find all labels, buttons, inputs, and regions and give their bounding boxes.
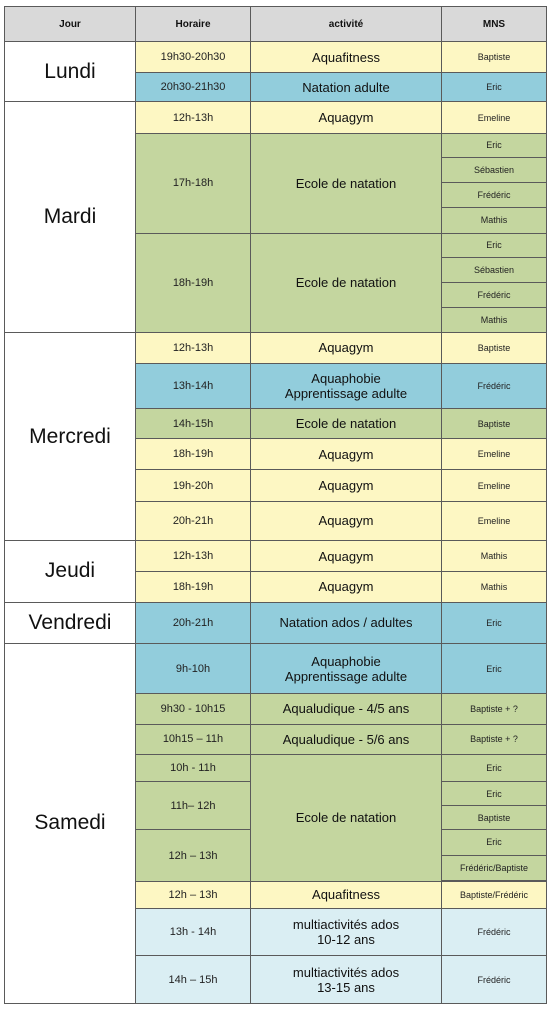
activite-cell: Aquagym [251,102,442,133]
horaire-cell: 19h-20h [136,470,251,501]
mns-cell: Eric [442,781,547,805]
horaire-cell: 12h – 13h [136,881,251,908]
table-row [5,333,547,363]
mns-cell: Mathis [442,572,547,602]
mns-cell: Eric [442,643,547,693]
mns-cell: Eric [442,754,547,781]
day-lundi: Lundi [5,42,136,102]
activite-cell: Aquagym [251,439,442,470]
schedule-table [4,6,547,1004]
horaire-cell: 10h15 – 11h [136,724,251,754]
horaire-cell: 12h-13h [136,102,251,133]
mns-cell: Eric [442,133,547,157]
header-horaire: Horaire [136,7,251,42]
horaire-cell: 9h30 - 10h15 [136,694,251,724]
horaire-cell: 20h-21h [136,602,251,643]
mns-cell: Mathis [442,308,547,333]
activite-cell: Natation adulte [251,73,442,102]
mns-cell: Emeline [442,470,547,501]
activite-cell: Aqualudique - 5/6 ans [251,724,442,754]
day-mardi: Mardi [5,102,136,333]
table-row [5,42,547,73]
horaire-cell: 9h-10h [136,643,251,693]
mns-cell: Frédéric/Baptiste [442,855,547,880]
horaire-cell: 13h - 14h [136,908,251,955]
activite-cell: Ecole de natation [251,408,442,438]
horaire-cell: 18h-19h [136,233,251,333]
horaire-cell: 20h-21h [136,501,251,540]
mns-cell: Eric [442,602,547,643]
horaire-cell: 14h-15h [136,408,251,438]
mns-cell: Sébastien [442,157,547,182]
activite-line: Aquaphobie [311,653,381,669]
horaire-cell: 13h-14h [136,363,251,408]
activite-line: multiactivités ados [292,964,400,980]
activite-cell [251,363,442,408]
horaire-cell: 12h-13h [136,541,251,572]
mns-cell: Eric [442,233,547,257]
activite-cell: Ecole de natation [251,133,442,233]
horaire-cell: 17h-18h [136,133,251,233]
mns-cell: Baptiste [442,408,547,438]
horaire-cell: 18h-19h [136,439,251,470]
table-row [5,643,547,693]
mns-cell: Frédéric [442,908,547,955]
day-vendredi: Vendredi [5,602,136,643]
horaire-cell: 14h – 15h [136,956,251,1004]
header-mns: MNS [442,7,547,42]
mns-cell: Baptiste + ? [442,724,547,754]
horaire-cell: 10h - 11h [136,754,251,781]
activite-line: Apprentissage adulte [284,385,408,401]
day-samedi: Samedi [5,643,136,1003]
mns-cell: Emeline [442,102,547,133]
mns-cell: Frédéric [442,363,547,408]
activite-cell: Aquagym [251,541,442,572]
activite-line: multiactivités ados [292,917,400,933]
activite-line: Apprentissage adulte [284,668,408,684]
header-row [5,7,547,42]
activite-line: Aquaphobie [311,370,381,386]
activite-cell: Aquafitness [251,881,442,908]
activite-cell: Ecole de natation [251,233,442,333]
activite-cell: Aquagym [251,333,442,363]
mns-cell: Eric [442,830,547,855]
mns-cell: Baptiste [442,333,547,363]
mns-cell: Emeline [442,439,547,470]
activite-cell: Natation ados / adultes [251,602,442,643]
table-row [5,102,547,133]
mns-cell: Mathis [442,541,547,572]
mns-cell: Frédéric [442,282,547,307]
mns-cell: Frédéric [442,956,547,1004]
activite-cell: Ecole de natation [251,754,442,881]
mns-cell: Baptiste + ? [442,694,547,724]
mns-cell: Frédéric [442,183,547,208]
horaire-cell: 18h-19h [136,572,251,602]
mns-cell: Eric [442,73,547,102]
table-row [5,541,547,572]
header-activite: activité [251,7,442,42]
activite-cell [251,956,442,1004]
activite-cell: Aquagym [251,572,442,602]
activite-cell: Aquagym [251,501,442,540]
activite-cell [251,908,442,955]
mns-cell: Mathis [442,208,547,233]
activite-cell: Aqualudique - 4/5 ans [251,694,442,724]
horaire-cell: 20h30-21h30 [136,73,251,102]
header-jour: Jour [5,7,136,42]
mns-cell: Baptiste [442,806,547,830]
horaire-cell: 19h30-20h30 [136,42,251,73]
mns-cell: Baptiste [442,42,547,73]
activite-cell [251,643,442,693]
day-mercredi: Mercredi [5,333,136,541]
horaire-cell: 12h – 13h [136,830,251,881]
activite-line: 10-12 ans [317,932,375,948]
table-row [5,602,547,643]
mns-cell: Sébastien [442,257,547,282]
day-jeudi: Jeudi [5,541,136,603]
horaire-cell: 12h-13h [136,333,251,363]
mns-cell: Emeline [442,501,547,540]
activite-line: 13-15 ans [317,979,375,995]
horaire-cell: 11h– 12h [136,781,251,829]
mns-cell: Baptiste/Frédéric [442,881,547,908]
activite-cell: Aquagym [251,470,442,501]
activite-cell: Aquafitness [251,42,442,73]
